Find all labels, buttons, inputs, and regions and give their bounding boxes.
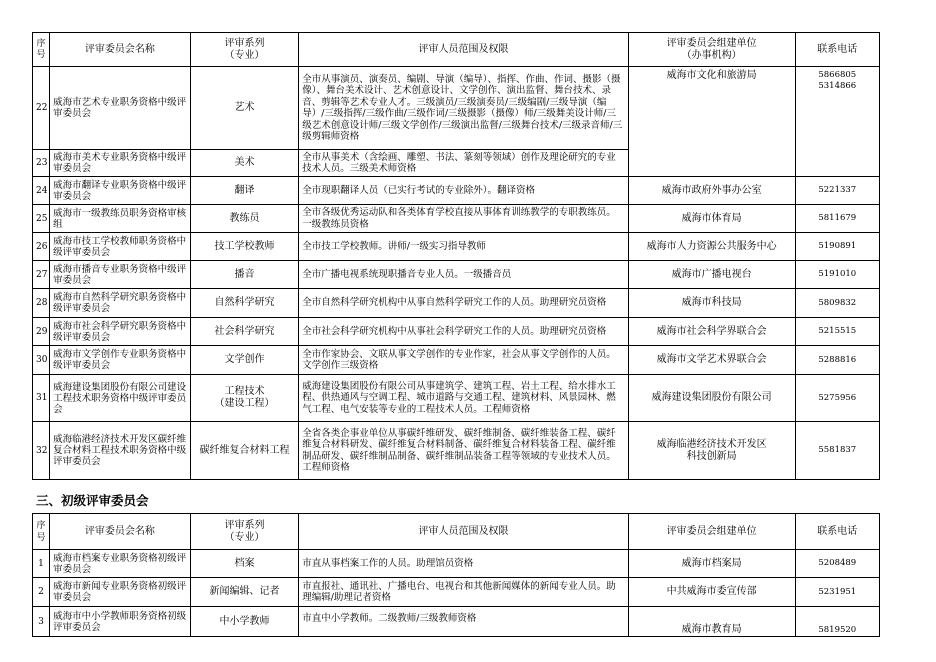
row-phone: 5208489 bbox=[795, 550, 879, 578]
row-name: 威海临港经济技术开发区碳纤维复合材料工程技术职务资格中级评审委员会 bbox=[50, 422, 191, 480]
row-scope: 市直中小学教师。二级教师/三级教师资格 bbox=[299, 607, 629, 637]
row-series: 社会科学研究 bbox=[190, 318, 299, 346]
row-series: 碳纤维复合材料工程 bbox=[190, 422, 299, 480]
table-row bbox=[33, 578, 880, 607]
header-seq: 序 号 bbox=[33, 33, 50, 67]
row-seq: 32 bbox=[33, 422, 50, 480]
table-row bbox=[33, 289, 880, 318]
header-name: 评审委员会名称 bbox=[50, 33, 191, 67]
row-phone: 5275956 bbox=[795, 375, 879, 422]
row-scope: 全市各级优秀运动队和各类体育学校直接从事体育训练教学的专职教练员。一级教练员资格 bbox=[299, 205, 629, 233]
row-org: 威海建设集团股份有限公司 bbox=[628, 375, 795, 422]
row-phone: 5215515 bbox=[795, 318, 879, 346]
table-row bbox=[33, 375, 880, 422]
row-phone: 5581837 bbox=[795, 422, 879, 480]
row-name: 威海市一级教练员职务资格审核组 bbox=[50, 205, 191, 233]
row-name: 威海市自然科学研究职务资格中级评审委员会 bbox=[50, 289, 191, 318]
row-seq: 27 bbox=[33, 261, 50, 289]
row-org: 威海市体育局 bbox=[628, 205, 795, 233]
row-seq: 29 bbox=[33, 318, 50, 346]
row-name: 威海市社会科学研究职务资格中级评审委员会 bbox=[50, 318, 191, 346]
row-phone: 5866805 5314866 bbox=[795, 67, 879, 177]
row-name: 威海市中小学教师职务资格初级评审委员会 bbox=[50, 607, 191, 637]
row-series: 翻译 bbox=[190, 177, 299, 205]
row-phone: 5221337 bbox=[795, 177, 879, 205]
row-phone: 5819520 bbox=[795, 607, 879, 637]
row-name: 威海市美术专业职务资格中级评审委员会 bbox=[50, 150, 191, 177]
row-scope: 全省各类企事业单位从事碳纤维研发、碳纤维制备、碳纤维装备工程、碳纤维复合材料研发、碳纤维复合材料制备、碳纤维复合材料装备工程、碳纤维制品研发、碳纤维制品制备、碳纤维制品装备工程等领域的专业技术人员。工程师资格 bbox=[299, 422, 629, 480]
header-org: 评审委员会组建单位 bbox=[628, 514, 795, 550]
row-series: 教练员 bbox=[190, 205, 299, 233]
row-scope: 全市社会科学研究机构中从事社会科学研究工作的人员。助理研究员资格 bbox=[299, 318, 629, 346]
row-seq: 3 bbox=[33, 607, 50, 637]
row-phone: 5191010 bbox=[795, 261, 879, 289]
row-name: 威海市翻译专业职务资格中级评审委员会 bbox=[50, 177, 191, 205]
row-org: 中共威海市委宣传部 bbox=[628, 578, 795, 607]
row-name: 威海市播音专业职务资格中级评审委员会 bbox=[50, 261, 191, 289]
row-seq: 26 bbox=[33, 233, 50, 261]
row-seq: 30 bbox=[33, 346, 50, 375]
header-org: 评审委员会组建单位 （办事机构） bbox=[628, 33, 795, 67]
row-series: 自然科学研究 bbox=[190, 289, 299, 318]
row-series: 技工学校教师 bbox=[190, 233, 299, 261]
row-seq: 1 bbox=[33, 550, 50, 578]
row-org: 威海市教育局 bbox=[628, 607, 795, 637]
row-org: 威海临港经济技术开发区 科技创新局 bbox=[628, 422, 795, 480]
row-scope: 市直报社、通讯社、广播电台、电视台和其他新闻媒体的新闻专业人员。助理编辑/助理记者资格 bbox=[299, 578, 629, 607]
row-name: 威海市技工学校教师职务资格中级评审委员会 bbox=[50, 233, 191, 261]
table-header-row bbox=[33, 514, 880, 550]
row-scope: 全市作家协会、文联从事文学创作的专业作家，社会从事文学创作的人员。文学创作三级资格 bbox=[299, 346, 629, 375]
row-seq: 31 bbox=[33, 375, 50, 422]
row-name: 威海市档案专业职务资格初级评审委员会 bbox=[50, 550, 191, 578]
row-org: 威海市政府外事办公室 bbox=[628, 177, 795, 205]
row-series: 中小学教师 bbox=[190, 607, 299, 637]
row-scope: 全市从事美术（含绘画、雕塑、书法、篆刻等领域）创作及理论研究的专业技术人员。三级美术师资格 bbox=[299, 150, 629, 177]
primary-committee-table bbox=[32, 513, 880, 637]
row-phone: 5809832 bbox=[795, 289, 879, 318]
row-seq: 24 bbox=[33, 177, 50, 205]
row-scope: 威海建设集团股份有限公司从事建筑学、建筑工程、岩土工程、给水排水工程、供热通风与空调工程、城市道路与交通工程、建筑材料、风景园林、燃气工程、电气安装等专业的工程技术人员。工程师资格 bbox=[299, 375, 629, 422]
row-phone: 5231951 bbox=[795, 578, 879, 607]
row-org: 威海市档案局 bbox=[628, 550, 795, 578]
header-phone: 联系电话 bbox=[795, 33, 879, 67]
row-scope: 全市从事演员、演奏员、编剧、导演（编导）、指挥、作曲、作词、摄影（摄像）、舞台美术设计、艺术创意设计、文学创作、演出监督、舞台技术、录音、剪辑等艺术专业人才。三级演员/三级演奏员/三级编剧/三级导演（编导）/三级指挥/三级作曲/三级作词/三级摄影（摄像）师/三级舞美设计师/三级艺术创意设计师/三级文学创作/三级演出监督/三级舞台技术/三级录音师/三级剪辑师资格 bbox=[299, 67, 629, 150]
header-phone: 联系电话 bbox=[795, 514, 879, 550]
row-org: 威海市广播电视台 bbox=[628, 261, 795, 289]
table-row bbox=[33, 422, 880, 480]
row-series: 艺术 bbox=[190, 67, 299, 150]
row-series: 播音 bbox=[190, 261, 299, 289]
row-series: 美术 bbox=[190, 150, 299, 177]
header-scope: 评审人员范围及权限 bbox=[299, 33, 629, 67]
row-scope: 全市现职翻译人员（已实行考试的专业除外）。翻译资格 bbox=[299, 177, 629, 205]
header-series: 评审系列 （专业） bbox=[190, 514, 299, 550]
table-row bbox=[33, 205, 880, 233]
header-name: 评审委员会名称 bbox=[50, 514, 191, 550]
row-org: 威海市社会科学界联合会 bbox=[628, 318, 795, 346]
table-row bbox=[33, 607, 880, 637]
row-phone: 5811679 bbox=[795, 205, 879, 233]
row-name: 威海市新闻专业职务资格初级评审委员会 bbox=[50, 578, 191, 607]
header-series: 评审系列 （专业） bbox=[190, 33, 299, 67]
row-seq: 22 bbox=[33, 67, 50, 150]
row-name: 威海市文学创作专业职务资格中级评审委员会 bbox=[50, 346, 191, 375]
table-row bbox=[33, 261, 880, 289]
row-seq: 2 bbox=[33, 578, 50, 607]
table-row bbox=[33, 233, 880, 261]
section-title: 三、初级评审委员会 bbox=[36, 493, 149, 508]
row-series: 新闻编辑、记者 bbox=[190, 578, 299, 607]
row-name: 威海建设集团股份有限公司建设工程技术职务资格中级评审委员会 bbox=[50, 375, 191, 422]
table-row bbox=[33, 346, 880, 375]
table-row bbox=[33, 318, 880, 346]
row-scope: 全市自然科学研究机构中从事自然科学研究工作的人员。助理研究员资格 bbox=[299, 289, 629, 318]
row-seq: 25 bbox=[33, 205, 50, 233]
row-seq: 23 bbox=[33, 150, 50, 177]
table-row bbox=[33, 177, 880, 205]
intermediate-committee-table bbox=[32, 32, 880, 480]
header-scope: 评审人员范围及权限 bbox=[299, 514, 629, 550]
row-scope: 全市广播电视系统现职播音专业人员。一级播音员 bbox=[299, 261, 629, 289]
row-phone: 5190891 bbox=[795, 233, 879, 261]
row-org: 威海市科技局 bbox=[628, 289, 795, 318]
row-series: 工程技术 （建设工程） bbox=[190, 375, 299, 422]
table-row bbox=[33, 550, 880, 578]
row-name: 威海市艺术专业职务资格中级评审委员会 bbox=[50, 67, 191, 150]
row-series: 档案 bbox=[190, 550, 299, 578]
row-seq: 28 bbox=[33, 289, 50, 318]
row-scope: 市直从事档案工作的人员。助理馆员资格 bbox=[299, 550, 629, 578]
row-phone: 5288816 bbox=[795, 346, 879, 375]
table-row bbox=[33, 67, 880, 150]
row-scope: 全市技工学校教师。讲师/一级实习指导教师 bbox=[299, 233, 629, 261]
header-seq: 序号 bbox=[33, 514, 50, 550]
row-org: 威海市文学艺术界联合会 bbox=[628, 346, 795, 375]
row-org: 威海市人力资源公共服务中心 bbox=[628, 233, 795, 261]
row-org: 威海市文化和旅游局 bbox=[628, 67, 795, 177]
table-header-row bbox=[33, 33, 880, 67]
row-series: 文学创作 bbox=[190, 346, 299, 375]
